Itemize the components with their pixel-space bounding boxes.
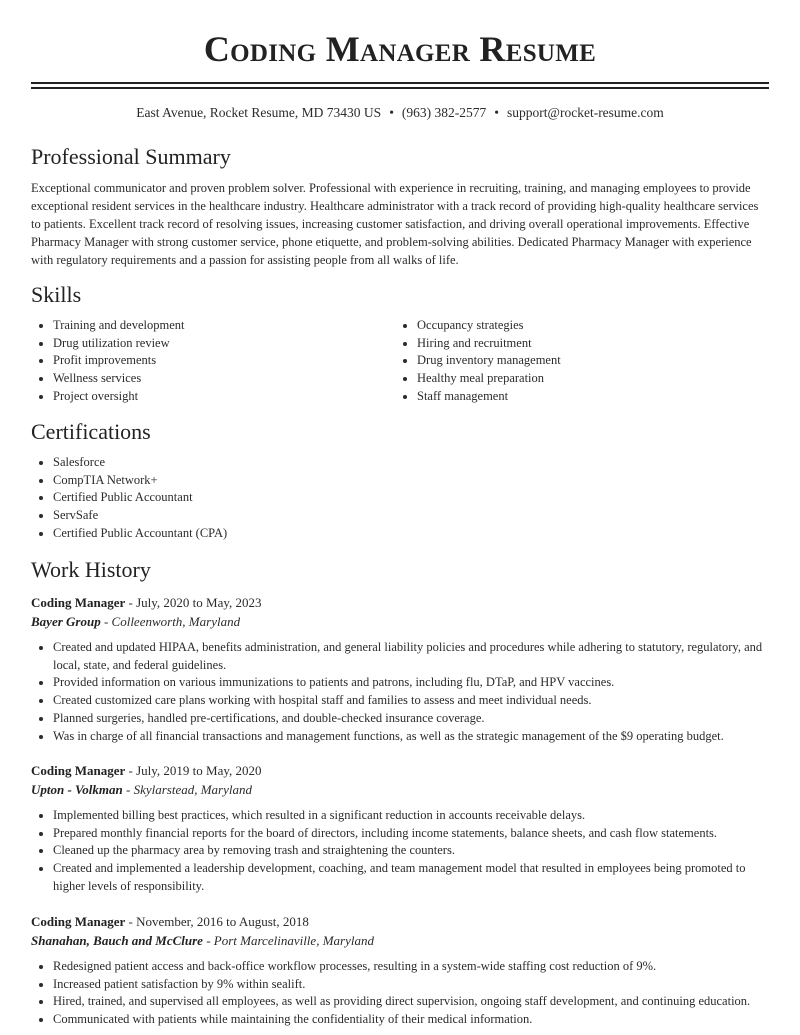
job-bullet: • Created and implemented a leadership development, coaching, and team management model that resulted in employees being promoted to higher levels of responsibility. bbox=[53, 860, 769, 895]
job-dates: - July, 2019 to May, 2020 bbox=[125, 763, 262, 778]
job-bullets bbox=[31, 807, 769, 896]
skill-item: • Occupancy strategies bbox=[417, 317, 791, 335]
skill-item: • Wellness services bbox=[53, 370, 393, 388]
skills-list-right bbox=[395, 317, 791, 406]
job-company: Shanahan, Bauch and McClure bbox=[31, 933, 203, 948]
job-entry bbox=[31, 761, 769, 896]
job-location: - Skylarstead, Maryland bbox=[122, 782, 253, 797]
certifications-list bbox=[31, 454, 791, 543]
job-bullets bbox=[31, 639, 769, 745]
skill-item: • Healthy meal preparation bbox=[417, 370, 791, 388]
certification-item: • Certified Public Accountant (CPA) bbox=[53, 525, 791, 543]
job-bullet: • Was in charge of all financial transactions and management functions, as well as the strategic management of the $9 operating budget. bbox=[53, 728, 769, 746]
title-divider-bottom bbox=[31, 87, 769, 89]
skill-item: • Hiring and recruitment bbox=[417, 335, 791, 353]
job-entry bbox=[31, 593, 769, 745]
job-bullet: • Cleaned up the pharmacy area by removing trash and straightening the counters. bbox=[53, 842, 769, 860]
contact-separator: • bbox=[494, 105, 500, 120]
contact-phone: (963) 382-2577 bbox=[401, 105, 487, 120]
job-company: Upton - Volkman bbox=[31, 782, 123, 797]
job-bullet: • Prepared monthly financial reports for the board of directors, including income statements, balance sheets, and cash flow statements. bbox=[53, 825, 769, 843]
job-dates: - July, 2020 to May, 2023 bbox=[125, 595, 262, 610]
job-title: Coding Manager bbox=[31, 595, 126, 610]
summary-heading: Professional Summary bbox=[31, 144, 231, 169]
job-company-line bbox=[31, 931, 769, 950]
job-bullets bbox=[31, 958, 769, 1029]
certifications-heading: Certifications bbox=[31, 419, 151, 444]
job-company: Bayer Group bbox=[31, 614, 101, 629]
contact-address: East Avenue, Rocket Resume, MD 73430 US bbox=[136, 105, 382, 120]
job-bullet: • Created customized care plans working with hospital staff and families to assess and meet individual needs. bbox=[53, 692, 769, 710]
skill-item: • Training and development bbox=[53, 317, 393, 335]
job-bullet: • Increased patient satisfaction by 9% within sealift. bbox=[53, 976, 769, 994]
certification-item: • ServSafe bbox=[53, 507, 791, 525]
job-entry bbox=[31, 912, 769, 1029]
job-bullet: • Provided information on various immunizations to patients and patrons, including flu, DTaP, and HPV vaccines. bbox=[53, 674, 769, 692]
job-dates: - November, 2016 to August, 2018 bbox=[125, 914, 309, 929]
contact-line bbox=[31, 104, 769, 122]
skill-item: • Drug utilization review bbox=[53, 335, 393, 353]
job-title: Coding Manager bbox=[31, 914, 126, 929]
job-bullet: • Created and updated HIPAA, benefits administration, and general liability policies and procedures while adhering to statutory, regulatory, and local, state, and federal guidelines. bbox=[53, 639, 769, 674]
job-company-line bbox=[31, 612, 769, 631]
job-bullet: • Redesigned patient access and back-office workflow processes, resulting in a system-wide staffing cost reduction of 9%. bbox=[53, 958, 769, 976]
title-divider-top bbox=[31, 82, 769, 84]
summary-text: Exceptional communicator and proven problem solver. Professional with experience in recruiting, training, and managing employees to provide exceptional resident services in the healthcare industry. Healthcare administrator with a track record of providing high-quality healthcare services to patients. Excellent track record of resolving issues, increasing customer satisfaction, and driving overall operational improvements. Effective Pharmacy Manager with strong customer service, phone etiquette, and problem-solving abilities. Dedicated Pharmacy Manager with experience with regulatory requirements and a passion for assisting people from all walks of life. bbox=[31, 181, 759, 267]
job-bullet: • Hired, trained, and supervised all employees, as well as providing direct supervision, ongoing staff development, and continuing education. bbox=[53, 993, 769, 1011]
job-location: - Colleenworth, Maryland bbox=[100, 614, 241, 629]
job-title-line bbox=[31, 593, 769, 612]
certification-item: • CompTIA Network+ bbox=[53, 472, 791, 490]
skills-list-left bbox=[31, 317, 393, 406]
contact-separator: • bbox=[389, 105, 394, 120]
work-history-heading: Work History bbox=[31, 557, 151, 582]
resume-title: Coding Manager Resume bbox=[203, 29, 597, 69]
certification-item: • Salesforce bbox=[53, 454, 791, 472]
skill-item: • Profit improvements bbox=[53, 352, 393, 370]
job-bullet: • Implemented billing best practices, which resulted in a significant reduction in accounts receivable delays. bbox=[53, 807, 769, 825]
job-title: Coding Manager bbox=[31, 763, 126, 778]
job-bullet: • Planned surgeries, handled pre-certifications, and double-checked insurance coverage. bbox=[53, 710, 769, 728]
job-bullet: • Communicated with patients while maintaining the confidentiality of their medical information. bbox=[53, 1011, 769, 1029]
contact-email: support@rocket-resume.com bbox=[507, 105, 664, 120]
skills-heading: Skills bbox=[31, 282, 82, 307]
job-location: - Port Marcelinaville, Maryland bbox=[202, 933, 374, 948]
resume-page bbox=[31, 0, 769, 1027]
job-title-line bbox=[31, 761, 769, 780]
skill-item: • Drug inventory management bbox=[417, 352, 791, 370]
skill-item: • Staff management bbox=[417, 388, 791, 406]
skill-item: • Project oversight bbox=[53, 388, 393, 406]
job-company-line bbox=[31, 780, 769, 799]
certification-item: • Certified Public Accountant bbox=[53, 489, 791, 507]
job-title-line bbox=[31, 912, 769, 931]
